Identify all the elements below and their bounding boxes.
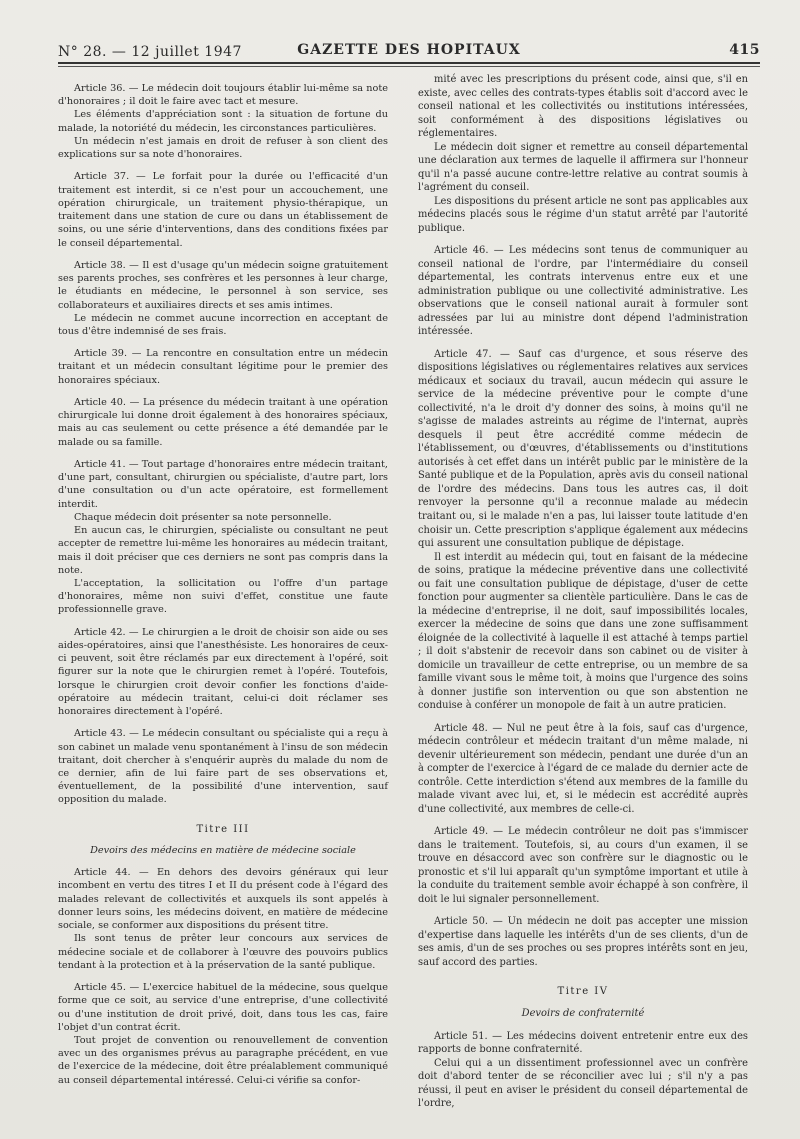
section-subtitle: Devoirs de confraternité [521, 1008, 645, 1019]
article-paragraph: Article 37. — Le forfait pour la durée ou l'efficacité d'un traitement est interdit, si ce n'est pour un accouchement, une opération chirurgicale, un traitement physio-thérapique, un traitement dans une station de cure ou dans un établissement de soins, ou une série d'interventions, dans des conditions fixées par le conseil départemental. [58, 171, 388, 249]
body-paragraph: Les dispositions du présent article ne sont pas applicables aux médecins placés sous le régime d'un statut arrêté par l'autorité publique. [418, 195, 748, 234]
article-paragraph: Article 49. — Le médecin contrôleur ne doit pas s'immiscer dans le traitement. Toutefois, si, au cours d'un examen, il se trouve en désaccord avec son confrère sur le diagnostic ou le pronostic et s'il lui apparaît qu'un symptôme important et utile à la conduite du traitement semble avoir échappé à son confrère, il doit le lui signaler personnellement. [418, 826, 748, 905]
body-paragraph: Chaque médecin doit présenter sa note personnelle. [74, 511, 332, 523]
body-paragraph: Un médecin n'est jamais en droit de refuser à son client des explications sur sa note d'honoraires. [58, 135, 388, 161]
section-subtitle: Devoirs des médecins en matière de médecine sociale [90, 844, 356, 856]
body-paragraph: Le médecin ne commet aucune incorrection en acceptant de tous d'être indemnisé de ses frais. [58, 312, 388, 337]
section-title: Titre IV [557, 986, 609, 998]
body-paragraph: Celui qui a un dissentiment professionnel avec un confrère doit d'abord tenter de se réconcilier avec lui ; s'il n'y a pas réussi, il peut en aviser le président du conseil départemental de l'ordre, [418, 1057, 748, 1110]
article-paragraph: Article 41. — Tout partage d'honoraires entre médecin traitant, d'une part, consultant, chirurgien ou spécialiste, d'autre part, lors d'une consultation ou d'un acte opératoire, est formellement interdit. [58, 458, 388, 510]
article-paragraph: Article 48. — Nul ne peut être à la fois, sauf cas d'urgence, médecin contrôleur et médecin traitant d'un même malade, ni devenir ultérieurement son médecin, pendant une durée d'un an à compter de l'exercice à l'égard de ce malade du dernier acte de contrôle. Cette interdiction s'étend aux membres de la famille du malade vivant avec lui, et, si le médecin est accrédité auprès d'une collectivité, aux membres de celle-ci. [418, 722, 748, 815]
article-paragraph: Article 46. — Les médecins sont tenus de communiquer au conseil national de l'ordre, par l'intermédiaire du conseil départemental, les contrats intervenus entre eux et une administration publique ou une collectivité administrative. Les observations que le conseil national aurait à formuler sont adressées par lui au ministre dont dépend l'administration intéressée. [418, 245, 748, 338]
header-rule-thin [58, 66, 760, 67]
body-paragraph: L'acceptation, la sollicitation ou l'offre d'un partage d'honoraires, même non suivi d'effet, constitue une faute professionnelle grave. [58, 577, 388, 616]
body-paragraph: Ils sont tenus de prêter leur concours aux services de médecine sociale et de collaborer à l'œuvre des pouvoirs publics tendant à la protection et à la préservation de la santé publique. [58, 933, 388, 971]
article-paragraph: Article 51. — Les médecins doivent entretenir entre eux des rapports de bonne confraternité. [418, 1030, 748, 1056]
right-column [418, 73, 748, 1111]
article-paragraph: Article 36. — Le médecin doit toujours établir lui-même sa note d'honoraires ; il doit le faire avec tact et mesure. [58, 83, 388, 108]
left-column [58, 73, 388, 1087]
article-paragraph: Article 42. — Le chirurgien a le droit de choisir son aide ou ses aides-opératoires, ainsi que l'anesthésiste. Les honoraires de ceux-ci peuvent, soit être réclamés par eux directement à l'opéré, soit figurer sur la note que le chirurgien remet à l'opéré. Toutefois, lorsque le chirurgien croit devoir confier les fonctions d'aide-opératoire au médecin traitant, celui-ci doit réclamer ses honoraires directement à l'opéré. [58, 626, 388, 718]
article-paragraph: Article 40. — La présence du médecin traitant à une opération chirurgicale lui donne droit également à des honoraires spéciaux, mais au cas seulement ou cette présence a été demandée par le malade ou sa famille. [58, 396, 388, 448]
page-number: 415 [729, 42, 760, 58]
journal-title: GAZETTE DES HOPITAUX [297, 42, 521, 58]
article-paragraph: Article 43. — Le médecin consultant ou spécialiste qui a reçu à son cabinet un malade venu spontanément à l'insu de son médecin traitant, doit chercher à s'enquérir auprès du malade du nom de ce dernier, afin de lui faire part de ses observations et, éventuellement, de la possibilité d'une intervention, sauf opposition du malade. [58, 728, 388, 806]
section-title: Titre III [196, 823, 250, 835]
article-paragraph: Article 38. — Il est d'usage qu'un médecin soigne gratuitement ses parents proches, ses confrères et les personnes à leur charge, le étudiants en médecine, le personnel à son service, ses collaborateurs et auxiliaires directs et ses amis intimes. [58, 259, 388, 311]
article-paragraph: Article 50. — Un médecin ne doit pas accepter une mission d'expertise dans laquelle les intérêts d'un de ses clients, d'un de ses amis, d'un de ses proches ou ses propres intérêts sont en jeu, sauf accord des parties. [418, 916, 748, 968]
article-paragraph: Article 45. — L'exercice habituel de la médecine, sous quelque forme que ce soit, au service d'une entreprise, d'une collectivité ou d'une institution de droit privé, doit, dans tous les cas, faire l'objet d'un contrat écrit. [58, 982, 388, 1033]
continued-paragraph: mité avec les prescriptions du présent code, ainsi que, s'il en existe, avec celles des contrats-types établis soit d'accord avec le conseil national et les collectivités ou institutions intéressées, soit conformément à des dispositions législatives ou réglementaires. [418, 74, 748, 140]
body-paragraph: En aucun cas, le chirurgien, spécialiste ou consultant ne peut accepter de remettre lui-même les honoraires au médecin traitant, mais il doit préciser que ces derniers ne sont pas compris dans la note. [58, 525, 388, 576]
body-paragraph: Tout projet de convention ou renouvellement de convention avec un des organismes prévus au paragraphe précédent, en vue de l'exercice de la médecine, doit être préalablement communiqué au conseil départemental intéressé. Celui-ci vérifie sa confor- [58, 1035, 388, 1086]
body-paragraph: Il est interdit au médecin qui, tout en faisant de la médecine de soins, pratique la médecine préventive dans une collectivité ou fait une consultation publique de dépistage, d'user de cette fonction pour augmenter sa clientèle particulière. Dans le cas de la médecine d'entreprise, il ne doit, sauf impossibilités locales, exercer la médecine de soins que dans une zone suffisamment éloignée de la collectivité à laquelle il est attaché à temps partiel ; il doit s'abstenir de recevoir dans son cabinet ou de visiter à domicile un travailleur de cette entreprise, ou un membre de sa famille vivant sous le même toit, à moins que l'urgence des soins à donner justifie son intervention ou que son abstention ne conduise à conférer un monopole de fait à un autre praticien. [418, 551, 748, 712]
body-paragraph: Les éléments d'appréciation sont : la situation de fortune du malade, la notoriété du médecin, les circonstances particulières. [58, 109, 388, 134]
article-paragraph: Article 39. — La rencontre en consultation entre un médecin traitant et un médecin consultant légitime pour le premier des honoraires spéciaux. [58, 348, 388, 386]
body-paragraph: Le médecin doit signer et remettre au conseil départemental une déclaration aux termes de laquelle il affirmera sur l'honneur qu'il n'a passé aucune contre-lettre relative au contrat soumis à l'agrément du conseil. [418, 141, 748, 194]
issue-date: N° 28. — 12 juillet 1947 [58, 44, 242, 60]
header-rule [58, 62, 760, 64]
article-paragraph: Article 44. — En dehors des devoirs généraux qui leur incombent en vertu des titres I et II du présent code à l'égard des malades relevant de collectivités et auxquels ils sont appelés à donner leurs soins, les médecins doivent, en matière de médecine sociale, se conformer aux dispositions du présent titre. [58, 867, 388, 932]
page-header [58, 42, 760, 64]
article-paragraph: Article 47. — Sauf cas d'urgence, et sous réserve des dispositions législatives ou réglementaires relatives aux services médicaux et sociaux du travail, aucun médecin qui assure le service de la médecine préventive pour le compte d'une collectivité, n'a le droit d'y donner des soins, à moins qu'il ne s'agisse de malades astreints au régime de l'internat, auprès desquels il peut être accrédité comme médecin de l'établissement, ou d'œuvres, d'établissements ou d'institutions autorisés à cet effet dans un intérêt public par le ministère de la Santé publique et de la Population, après avis du conseil national de l'ordre des médecins. Dans tous les autres cas, il doit renvoyer la personne qu'il a reconnue malade au médecin traitant ou, si le malade n'en a pas, lui laisser toute latitude d'en choisir un. Cette prescription s'applique également aux médecins qui assurent une consultation publique de dépistage. [418, 348, 748, 550]
